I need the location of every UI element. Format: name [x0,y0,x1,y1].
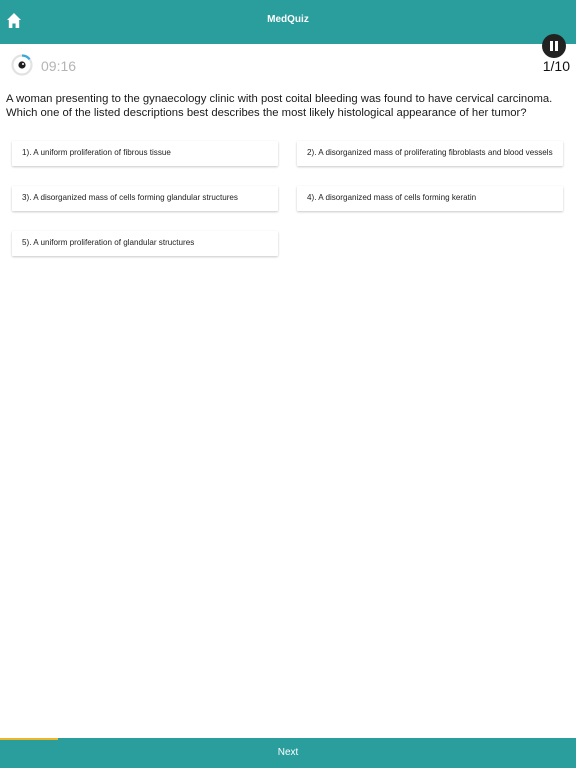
answer-option-label: 3). A disorganized mass of cells forming glandular structures [22,193,238,202]
timer-text: 09:16 [41,58,77,74]
answer-option-label: 1). A uniform proliferation of fibrous tissue [22,148,171,157]
answer-option-label: 2). A disorganized mass of proliferating fibroblasts and blood vessels [307,148,553,157]
answer-option-2[interactable] [297,141,563,166]
next-button[interactable]: Next [277,747,299,758]
quiz-progress-bar [0,738,58,740]
bottom-bar [0,738,576,768]
app-title: MedQuiz [267,14,309,25]
stopwatch-icon [11,54,33,76]
answer-option-5[interactable] [12,231,278,256]
pause-button[interactable] [542,34,566,58]
answer-option-label: 4). A disorganized mass of cells forming keratin [307,193,477,202]
answer-option-3[interactable] [12,186,278,211]
answer-option-1[interactable] [12,141,278,166]
top-bar [0,0,576,44]
question-counter: 1/10 [542,58,570,74]
question-text: A woman presenting to the gynaecology clinic with post coital bleeding was found to have cervical carcinoma. Which one of the listed descriptions best describes the most likely histological appearance of her tumor? [6,93,553,119]
answer-option-label: 5). A uniform proliferation of glandular structures [22,238,195,247]
answer-option-4[interactable] [297,186,563,211]
